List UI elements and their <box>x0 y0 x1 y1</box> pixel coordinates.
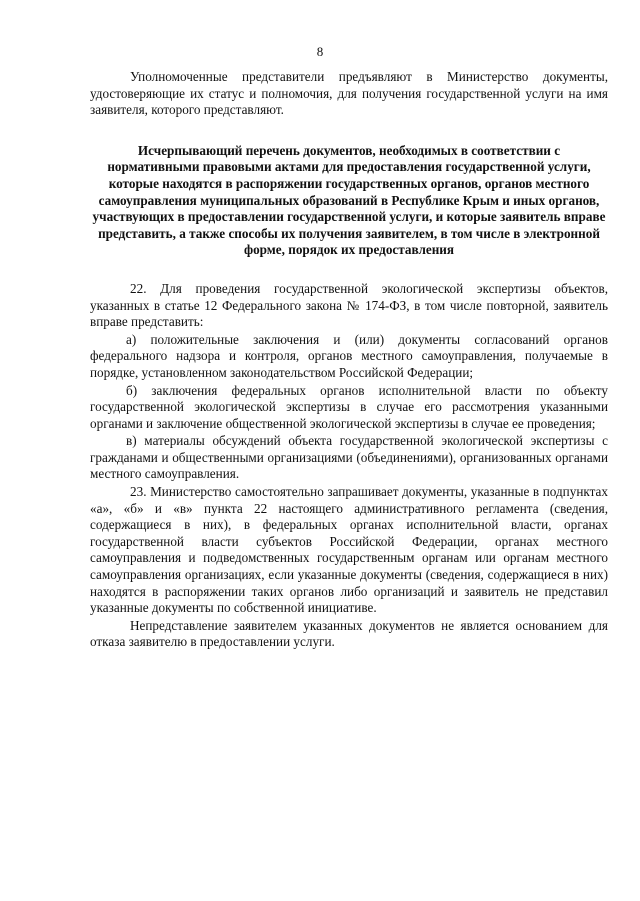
intro-paragraph: Уполномоченные представители предъявляют в Министерство документы, удостоверяющие их статус и полномочия, для получения государственной услуги на имя заявителя, которого представляют. <box>90 69 608 118</box>
paragraph-23-note: Непредставление заявителем указанных документов не является основанием для отказа заявителю в предоставлении услуги. <box>90 617 608 650</box>
section-heading: Исчерпывающий перечень документов, необходимых в соответствии с нормативными правовыми актами для предоставления государственной услуги, которые находятся в распоряжении государственных органов, органов местного самоуправления муниципальных образований в Республике Крым и иных органов, участвующих в предоставлении государственной услуги, и которые заявитель вправе представить, а также способы их получения заявителем, в том числе в электронной форме, порядок их предоставления <box>92 142 606 258</box>
page-number: 8 <box>316 44 324 59</box>
paragraph-22-v: в) материалы обсуждений объекта государственной экологической экспертизы с гражданами и общественными организациями (объединениями), организованных органами местного самоуправления. <box>90 433 608 482</box>
document-body <box>90 69 608 651</box>
paragraph-23: 23. Министерство самостоятельно запрашивает документы, указанные в подпунктах «а», «б» и «в» пункта 22 настоящего административного регламента (сведения, содержащиеся в них), в федеральных органах исполнительной власти, органах государственной власти субъектов Российской Федерации, органах местного самоуправления и подведомственных государственным органам или органам местного самоуправления организациях, если указанные документы (сведения, содержащиеся в них) находятся в распоряжении таких органов либо организаций и заявитель не представил указанные документы по собственной инициативе. <box>90 484 608 616</box>
paragraph-22-b: б) заключения федеральных органов исполнительной власти по объекту государственной экологической экспертизы в случае его рассмотрения указанными органами и заключение общественной экологической экспертизы в случае ее проведения; <box>90 382 608 431</box>
paragraph-22: 22. Для проведения государственной экологической экспертизы объектов, указанных в статье 12 Федерального закона № 174-ФЗ, в том числе повторной, заявитель вправе представить: <box>90 280 608 330</box>
paragraph-22-a: а) положительные заключения и (или) документы согласований органов федерального надзора и контроля, органов местного самоуправления, получаемые в порядке, установленном законодательством Российской Федерации; <box>90 331 608 380</box>
